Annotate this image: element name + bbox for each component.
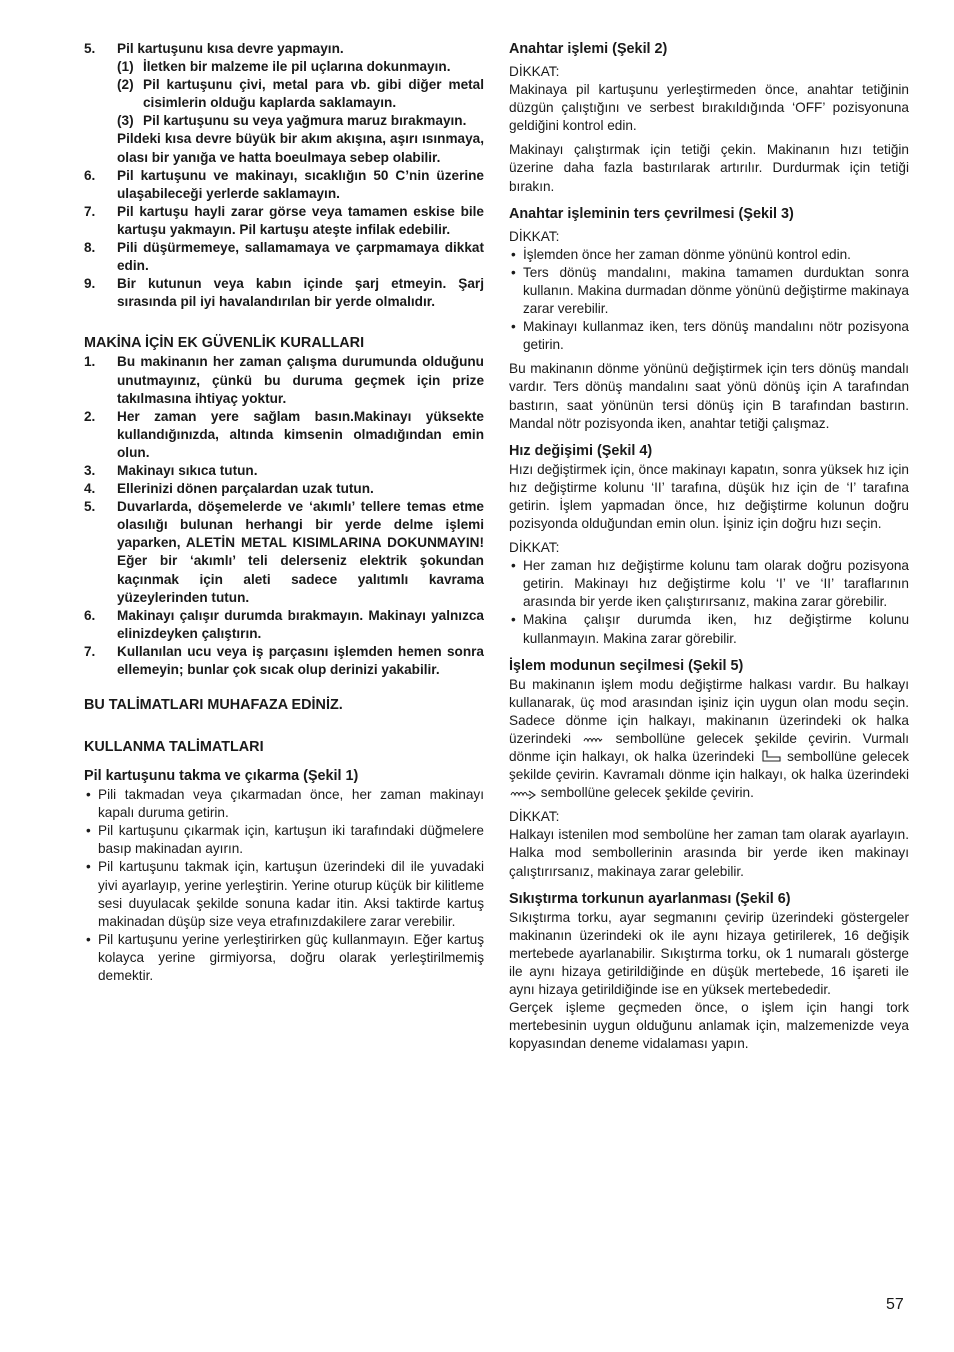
bullet-item: • Makina çalışır durumda iken, hız değiştirme kolunu kullanmayın. Makina zarar görebilir. — [511, 612, 909, 646]
bullet-item: • Pili takmadan veya çıkarmadan önce, her zaman makinayı kapalı duruma getirin. — [86, 787, 484, 821]
heading-mode-selection: İşlem modunun seçilmesi (Şekil 5) — [509, 657, 744, 674]
paragraph: Makinaya pil kartuşunu yerleştirmeden önce, anahtar tetiğinin düzgün çalıştığını ve serbest bırakıldığında ‘OFF’ pozisyonuna geldiğini kontrol edin. — [509, 82, 909, 134]
heading-speed-change: Hız değişimi (Şekil 4) — [509, 442, 653, 459]
caution-label: DİKKAT: — [509, 228, 560, 244]
list-item: 6. Makinayı çalışır durumda bırakmayın. Makinayı yalnızca elinizdeyken çalıştırın. — [84, 607, 484, 641]
paragraph: Halkayı istenilen mod sembolüne her zaman tam olarak ayarlayın. Halka mod sembollerinin arasında bir yerde iken makinayı çalıştırırsanız, makinaya zarar gelebilir. — [509, 827, 909, 879]
caution-label: DİKKAT: — [509, 540, 560, 556]
page-number: 57 — [886, 1296, 904, 1313]
bullet-item: • Ters dönüş mandalını, makina tamamen durduktan sonra kullanın. Makina durmadan dönme yönünü değiştirme makinaya zarar verebilir. — [511, 264, 909, 317]
list-item: 9. Bir kutunun veya kabın içinde şarj etmeyin. Şarj sırasında pil iyi havalandırılan bir yerde olmalıdır. — [84, 276, 484, 310]
heading-keep-instructions: BU TALİMATLARI MUHAFAZA EDİNİZ. — [84, 697, 343, 714]
list-item: 7. Kullanılan ucu veya iş parçasını işlemden hemen sonra ellemeyin; bunlar çok sıcak olup derinizi yakabilir. — [84, 643, 484, 677]
left-column — [84, 40, 484, 985]
list-item: 1. Bu makinanın her zaman çalışma durumunda olduğunu unutmayınız, çünkü bu duruma geçmek için prize takılmasına ihtiyaç yoktur. — [84, 354, 484, 406]
bullet-item: • Makinayı kullanmaz iken, ters dönüş mandalını nötr pozisyona getirin. — [511, 319, 909, 353]
heading-reversing-switch: Anahtar işleminin ters çevrilmesi (Şekil 3) — [509, 205, 794, 222]
list-item: 4. Ellerinizi dönen parçalardan uzak tutun. — [84, 481, 374, 497]
hammer-mode-icon — [760, 750, 782, 764]
battery-bullets — [84, 786, 484, 985]
sub-list-item: (3) Pil kartuşunu su veya yağmura maruz bırakmayın. — [117, 113, 467, 129]
battery-safety-list — [84, 40, 484, 311]
list-item: 5. Duvarlarda, döşemelerde ve ‘akımlı’ tellere temas etme olasılığı bulunan herhangi bir yerde delme işlemi yaparken, ALETİN METAL KISIMLARINA DOKUNMAYIN! Eğer bir ‘akımlı’ teli delerseniz elektrik şokundan kaçınmak için aleti sadece yalıtımlı kavrama yüzeylerinden tutun. — [84, 499, 484, 605]
paragraph-mode: Bu makinanın işlem modu değiştirme halkası vardır. Bu halkayı kullanarak, üç mod arasından işiniz için uygun olan modu seçin. Sadece dönme için halkayı, makinanın üzerindeki ok halka üzerindeki sembollüne gelecek şekilde çevirin. Vurmalı dönme için halkayı, ok halka üzerindeki sembollüne gelecek şekilde çevirin. Kavramalı dönme için halkayı, ok halka üzerindeki sembollüne gelecek şekilde çevirin. — [509, 676, 909, 801]
paragraph: Bu makinanın dönme yönünü değiştirmek için ters dönüş mandalı vardır. Ters dönüş mandalını saat yönü dönüş için A tarafından bastırın, saat yönünün tersi dönüş için B tarafından bastırın. Mandal nötr pozisyonda iken, anahtar tetiği çalışmaz. — [509, 361, 909, 431]
paragraph: Sıkıştırma torku, ayar segmanını çevirip üzerindeki göstergeler makinanın üzerindeki ok ile aynı hizaya getirilerek, 16 değişik mertebede ayarlanabilir. Sıkıştırma torku, ok 1 numaralı gösterge ile aynı hizaya getirildiğinde en düşük mertebede, 16 işareti ile aynı hizaya getirildiğinde ise en yüksek mertebededir. — [509, 909, 909, 998]
sub-list-item: (1) İletken bir malzeme ile pil uçlarına dokunmayın. — [117, 59, 451, 75]
list-item: 8. Pili düşürmemeye, sallamamaya ve çarpmamaya dikkat edin. — [84, 240, 484, 274]
sub-list-item: (2) Pil kartuşunu çivi, metal para vb. gibi diğer metal cisimlerin olduğu kaplarda saklamayın. — [117, 77, 484, 111]
heading-switch-action: Anahtar işlemi (Şekil 2) — [509, 41, 668, 57]
list-item-continuation: Pildeki kısa devre büyük bir akım akışına, aşırı ısınmaya, olası bir yanığa ve hatta boeulmaya sebep olabilir. — [117, 131, 484, 165]
list-item: 5. Pil kartuşunu kısa devre yapmayın. — [84, 41, 344, 56]
tool-safety-list — [84, 353, 484, 679]
bullet-item: • Pil kartuşunu takmak için, kartuşun üzerindeki dil ile yuvadaki yivi ayarlayıp, yerine yerleştirin. Yerine oturup küçük bir kilitleme sesi duyulacak şekilde sonuna kadar itin. Aksi taktirde kartuş makinadan düşüp size veya etrafınızdakilere zarar verebilir. — [86, 859, 484, 929]
bullet-item: • Her zaman hız değiştirme kolunu tam olarak doğru pozisyona getirin. Makinayı hız değiştirme kolu ‘I’ ve ‘II’ taraflarının arasında bir yerde iken çalıştırırsanız, makina zarar görebilir. — [511, 558, 909, 610]
bullet-item: • İşlemden önce her zaman dönme yönünü kontrol edin. — [511, 246, 851, 262]
heading-torque-adjust: Sıkıştırma torkunun ayarlanması (Şekil 6) — [509, 890, 791, 907]
list-item: 3. Makinayı sıkıca tutun. — [84, 462, 258, 478]
paragraph: Makinayı çalıştırmak için tetiği çekin. Makinanın hızı tetiğin üzerine daha fazla bastırılarak artırılır. Durdurmak için tetiği bırakın. — [509, 142, 909, 194]
paragraph: Gerçek işleme geçmeden önce, o işlem için hangi tork mertebesinin uygun olduğunu anlamak için, malzemenizde veya kopyasından deneme vidalaması yapın. — [509, 1000, 909, 1052]
screw-mode-icon — [509, 788, 537, 800]
list-item: 6. Pil kartuşunu ve makinayı, sıcaklığın 50 C’nin üzerine ulaşabileceği yerlerde saklamayın. — [84, 167, 484, 201]
bullet-item: • Pil kartuşunu yerine yerleştirirken güç kullanmayın. Eğer kartuş kolayca yerine girmiyorsa, doğru olarak yerleştirilmemiş demektir. — [86, 931, 484, 984]
heading-usage-instructions: KULLANMA TALİMATLARI — [84, 739, 264, 756]
heading-safety-rules: MAKİNA İÇİN EK GÜVENLİK KURALLARI — [84, 335, 365, 352]
caution-label: DİKKAT: — [509, 64, 560, 79]
caution-label: DİKKAT: — [509, 809, 560, 825]
bullet-item: • Pil kartuşunu çıkarmak için, kartuşun iki tarafındaki düğmelere basıp makinadan ayırın. — [86, 823, 484, 857]
drill-mode-icon — [582, 734, 604, 744]
paragraph: Hızı değiştirmek için, önce makinayı kapatın, sonra yüksek hız için hız değiştirme kolunu ‘II’ tarafına, düşük hız için de ‘I’ tarafına getirin. İşlem yapmadan önce, hız değiştirme kolunun doğru pozisyonda olduğundan emin olun. İşiniz için doğru hızı seçin. — [509, 461, 909, 531]
list-item: 2. Her zaman yere sağlam basın.Makinayı yüksekte kullandığınızda, altında kimsenin olmadığından emin olun. — [84, 408, 484, 460]
right-column — [509, 40, 909, 1053]
list-item: 7. Pil kartuşu hayli zarar görse veya tamamen eskise bile kartuşu yakmayın. Pil kartuşu ateşte infilak edebilir. — [84, 203, 484, 237]
heading-battery-install: Pil kartuşunu takma ve çıkarma (Şekil 1) — [84, 768, 359, 785]
